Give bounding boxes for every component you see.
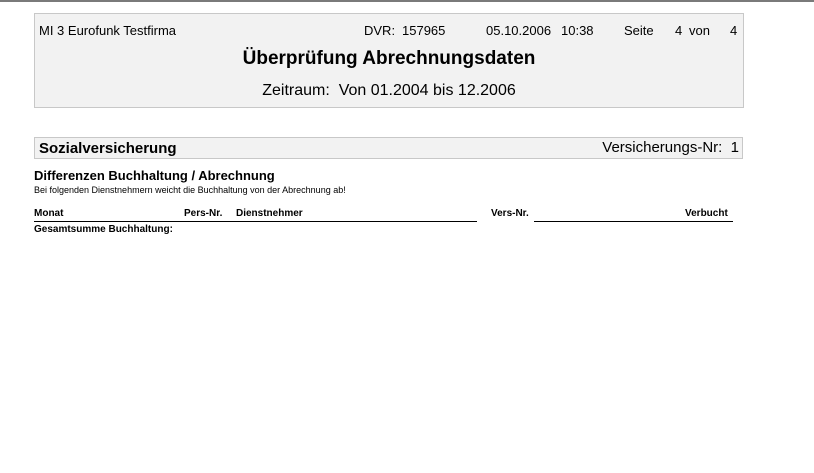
- report-title: Überprüfung Abrechnungsdaten: [242, 48, 536, 69]
- period-label: Zeitraum:: [262, 82, 330, 99]
- column-booked: Verbucht: [685, 208, 728, 219]
- dvr-value: 157965: [402, 23, 446, 38]
- period-value: Von 01.2004 bis 12.2006: [338, 82, 516, 99]
- section-header: [34, 137, 743, 159]
- report-time: 10:38: [561, 23, 594, 38]
- page-label: Seite: [624, 23, 654, 38]
- column-header-rule-left: [34, 221, 477, 222]
- differences-description: Bei folgenden Dienstnehmern weicht die Buchhaltung von der Abrechnung ab!: [34, 185, 346, 195]
- column-pers-nr: Pers-Nr.: [184, 208, 223, 219]
- total-booking-label: Gesamtsumme Buchhaltung:: [34, 224, 173, 235]
- differences-heading: Differenzen Buchhaltung / Abrechnung: [34, 168, 275, 183]
- column-vers-nr: Vers-Nr.: [491, 208, 529, 219]
- dvr-label: DVR:: [364, 23, 396, 38]
- section-title: Sozialversicherung: [39, 140, 177, 157]
- column-header-rule-right: [534, 221, 733, 222]
- insurance-value: 1: [730, 139, 739, 156]
- column-employee: Dienstnehmer: [236, 208, 303, 219]
- report-date: 05.10.2006: [486, 23, 552, 38]
- report-period: [35, 82, 743, 100]
- window-top-border: [0, 0, 814, 2]
- insurance-number: [602, 139, 739, 156]
- company-name: MI 3 Eurofunk Testfirma: [39, 23, 177, 38]
- column-month: Monat: [34, 208, 64, 219]
- page-total: 4: [730, 23, 738, 38]
- report-header: [34, 13, 744, 108]
- insurance-label: Versicherungs-Nr:: [602, 139, 723, 156]
- page-current: 4: [675, 23, 683, 38]
- page-of-label: von: [689, 23, 710, 38]
